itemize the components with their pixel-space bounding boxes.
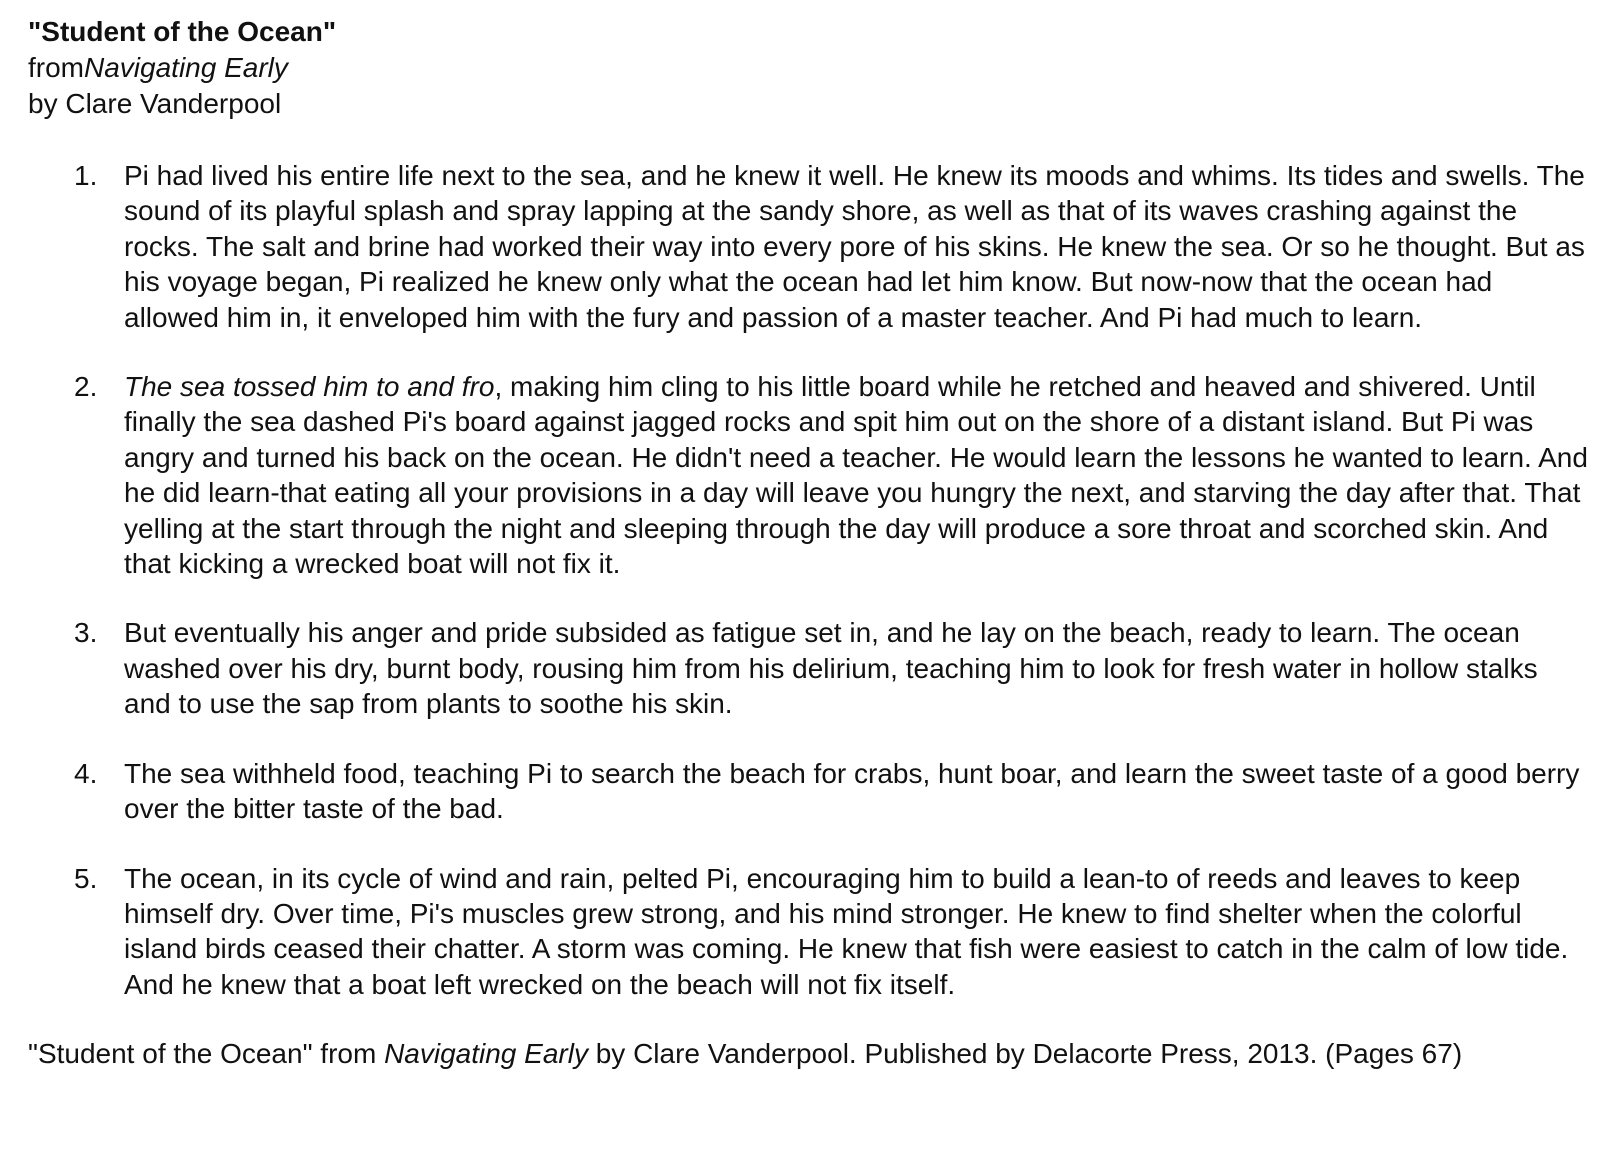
paragraph-number: 4. (74, 757, 98, 789)
numbered-paragraphs (28, 158, 1588, 1002)
document-page (28, 14, 1588, 1072)
paragraph-2 (28, 369, 1588, 581)
book-title: Navigating Early (84, 52, 288, 83)
paragraph-number: 3. (74, 617, 98, 649)
source-credit (28, 1036, 1588, 1072)
credit-prefix: "Student of the Ocean" from (28, 1038, 385, 1070)
paragraph-3 (28, 615, 1588, 721)
source-line (28, 50, 1588, 86)
paragraph-text: But eventually his anger and pride subsided as fatigue set in, and he lay on the beach, ready to learn. The ocean washed over his dry, burnt body, rousing him from his delirium, teaching him to look for fresh water in hollow stalks and to use the sap from plants to soothe his skin. (124, 617, 1538, 720)
paragraph-5 (28, 861, 1588, 1003)
italic-lead-phrase: The sea tossed him to and fro (124, 371, 495, 403)
paragraph-text: The sea withheld food, teaching Pi to search the beach for crabs, hunt boar, and learn the sweet taste of a good berry over the bitter taste of the bad. (124, 757, 1580, 825)
paragraph-1 (28, 158, 1588, 335)
document-header (28, 14, 1588, 122)
paragraph-text-container (124, 371, 1588, 579)
paragraph-4 (28, 756, 1588, 827)
author-byline: by Clare Vanderpool (28, 88, 282, 119)
paragraph-text: Pi had lived his entire life next to the sea, and he knew it well. He knew its moods and whims. Its tides and swells. The sound of its playful splash and spray lapping at the sandy shore, as well as that of its waves crashing against the rocks. The salt and brine had worked their way into every pore of his skins. He knew the sea. Or so he thought. But as his voyage began, Pi realized he knew only what the ocean had let him know. But now-now that the ocean had allowed him in, it enveloped him with the fury and passion of a master teacher. And Pi had much to learn. (124, 160, 1585, 333)
story-title: "Student of the Ocean" (28, 16, 337, 47)
from-label: from (28, 52, 84, 83)
paragraph-number: 1. (74, 160, 98, 191)
paragraph-number: 5. (74, 862, 98, 894)
credit-suffix: by Clare Vanderpool. Published by Delacorte Press, 2013. (Pages 67) (587, 1038, 1463, 1070)
paragraph-number: 2. (74, 371, 98, 403)
credit-book-title: Navigating Early (384, 1038, 588, 1070)
paragraph-text: The ocean, in its cycle of wind and rain, pelted Pi, encouraging him to build a lean-to of reeds and leaves to keep himself dry. Over time, Pi's muscles grew strong, and his mind stronger. He knew to find shelter when the colorful island birds ceased their chatter. A storm was coming. He knew that fish were easiest to catch in the calm of low tide. And he knew that a boat left wrecked on the beach will not fix itself. (124, 862, 1569, 1000)
paragraph-text: , making him cling to his little board while he retched and heaved and shivered. Until finally the sea dashed Pi's board against jagged rocks and spit him out on the shore of a distant island. But Pi was angry and turned his back on the ocean. He didn't need a teacher. He would learn the lessons he wanted to learn. And he did learn-that eating all your provisions in a day will leave you hungry the next, and starving the day after that. That yelling at the start through the night and sleeping through the day will produce a sore throat and scorched skin. And that kicking a wrecked boat will not fix it. (124, 371, 1588, 580)
